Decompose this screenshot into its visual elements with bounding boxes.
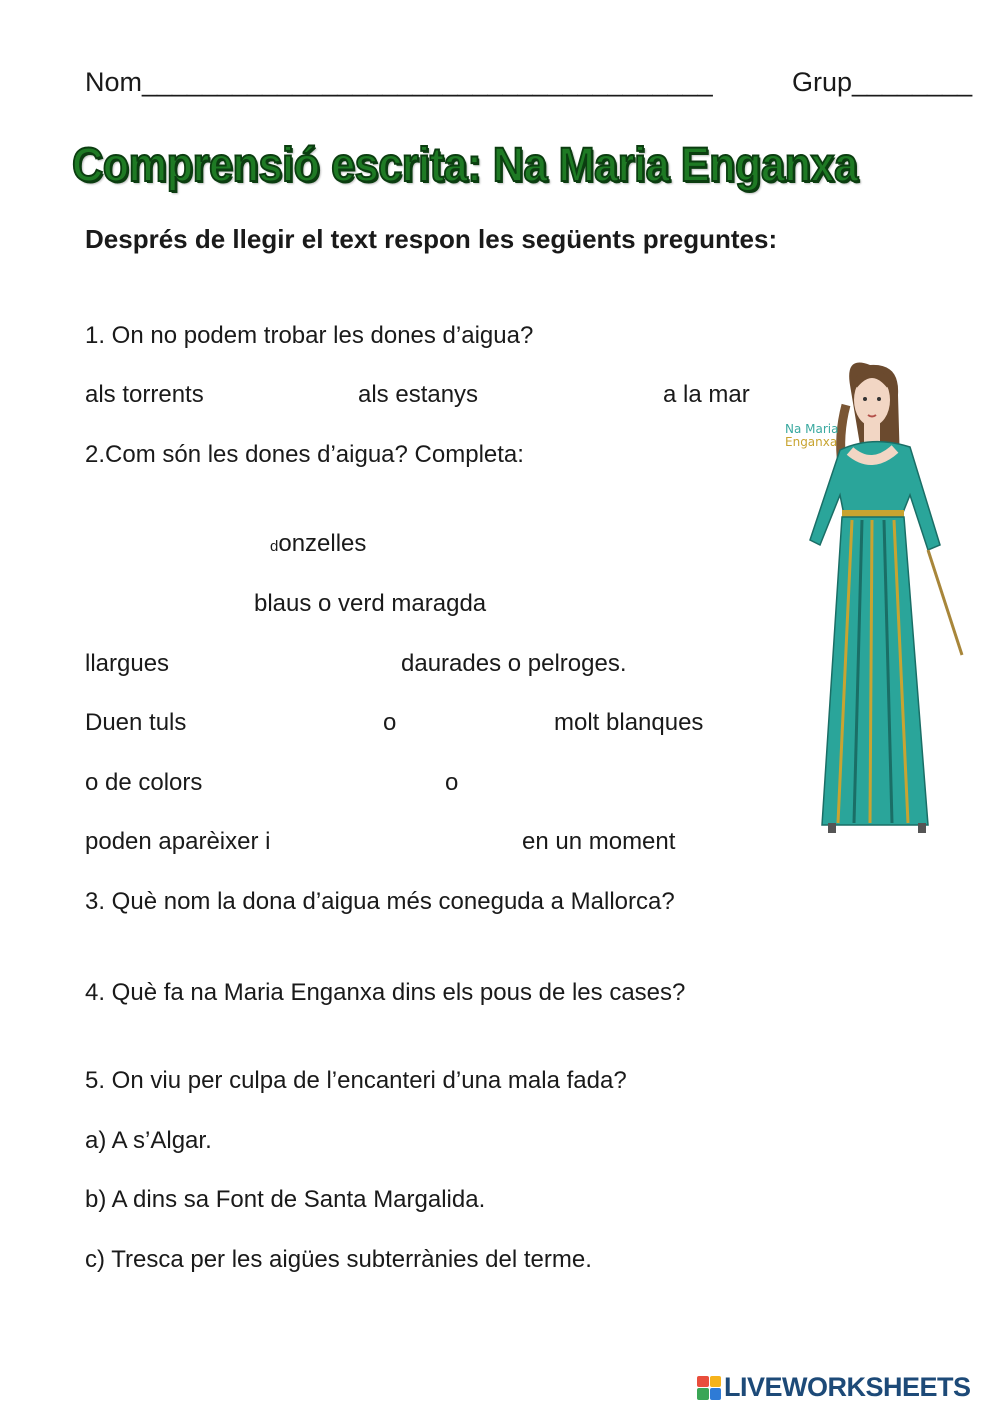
q2-line-3-b: daurades o pelroges. [401,650,627,677]
q2-line-4-c: molt blanques [554,709,704,736]
question-2: 2.Com són les dones d’aigua? Completa: [85,441,524,468]
name-field-label: Nom______________________________________ [85,67,713,97]
instructions: Després de llegir el text respon les següents preguntes: [85,224,778,254]
q2-line-1 [270,529,366,562]
q2-line-3-a: llargues [85,650,170,677]
q1-option-torrents[interactable]: als torrents [85,381,204,408]
q2-line-6-a: poden aparèixer i [85,828,271,855]
q1-option-mar[interactable]: a la mar [663,381,750,408]
q2-blank-1-hint[interactable]: d [270,538,279,555]
liveworksheets-logo-icon [697,1376,721,1400]
liveworksheets-text: LIVEWORKSHEETS [724,1372,971,1402]
question-5: 5. On viu per culpa de l’encanteri d’una mala fada? [85,1067,627,1094]
q2-line-4-b: o [383,709,397,736]
group-field-label: Grup________ [792,67,973,97]
q5-option-c[interactable]: c) Tresca per les aigües subterrànies del terme. [85,1246,592,1273]
illustration-caption-line-1: Na Maria [785,422,839,436]
q2-line-6-b: en un moment [522,828,676,855]
liveworksheets-brand [697,1372,971,1403]
q2-line-5-b: o [445,769,459,796]
q2-line-1-text: onzelles [278,530,367,557]
maria-enganxa-illustration [750,345,1000,845]
illustration-caption-line-2: Enganxa [785,435,838,449]
question-3: 3. Què nom la dona d’aigua més coneguda a Mallorca? [85,888,675,915]
q1-option-estanys[interactable]: als estanys [358,381,479,408]
worksheet-title: Comprensió escrita: Na Maria Enganxa [72,139,858,192]
q2-line-5-a: o de colors [85,769,203,796]
q2-line-2: blaus o verd maragda [254,590,487,617]
q2-line-4-a: Duen tuls [85,709,187,736]
q5-option-a[interactable]: a) A s’Algar. [85,1127,212,1154]
question-4: 4. Què fa na Maria Enganxa dins els pous de les cases? [85,979,686,1006]
q5-option-b[interactable]: b) A dins sa Font de Santa Margalida. [85,1186,486,1213]
question-1: 1. On no podem trobar les dones d’aigua? [85,322,534,349]
